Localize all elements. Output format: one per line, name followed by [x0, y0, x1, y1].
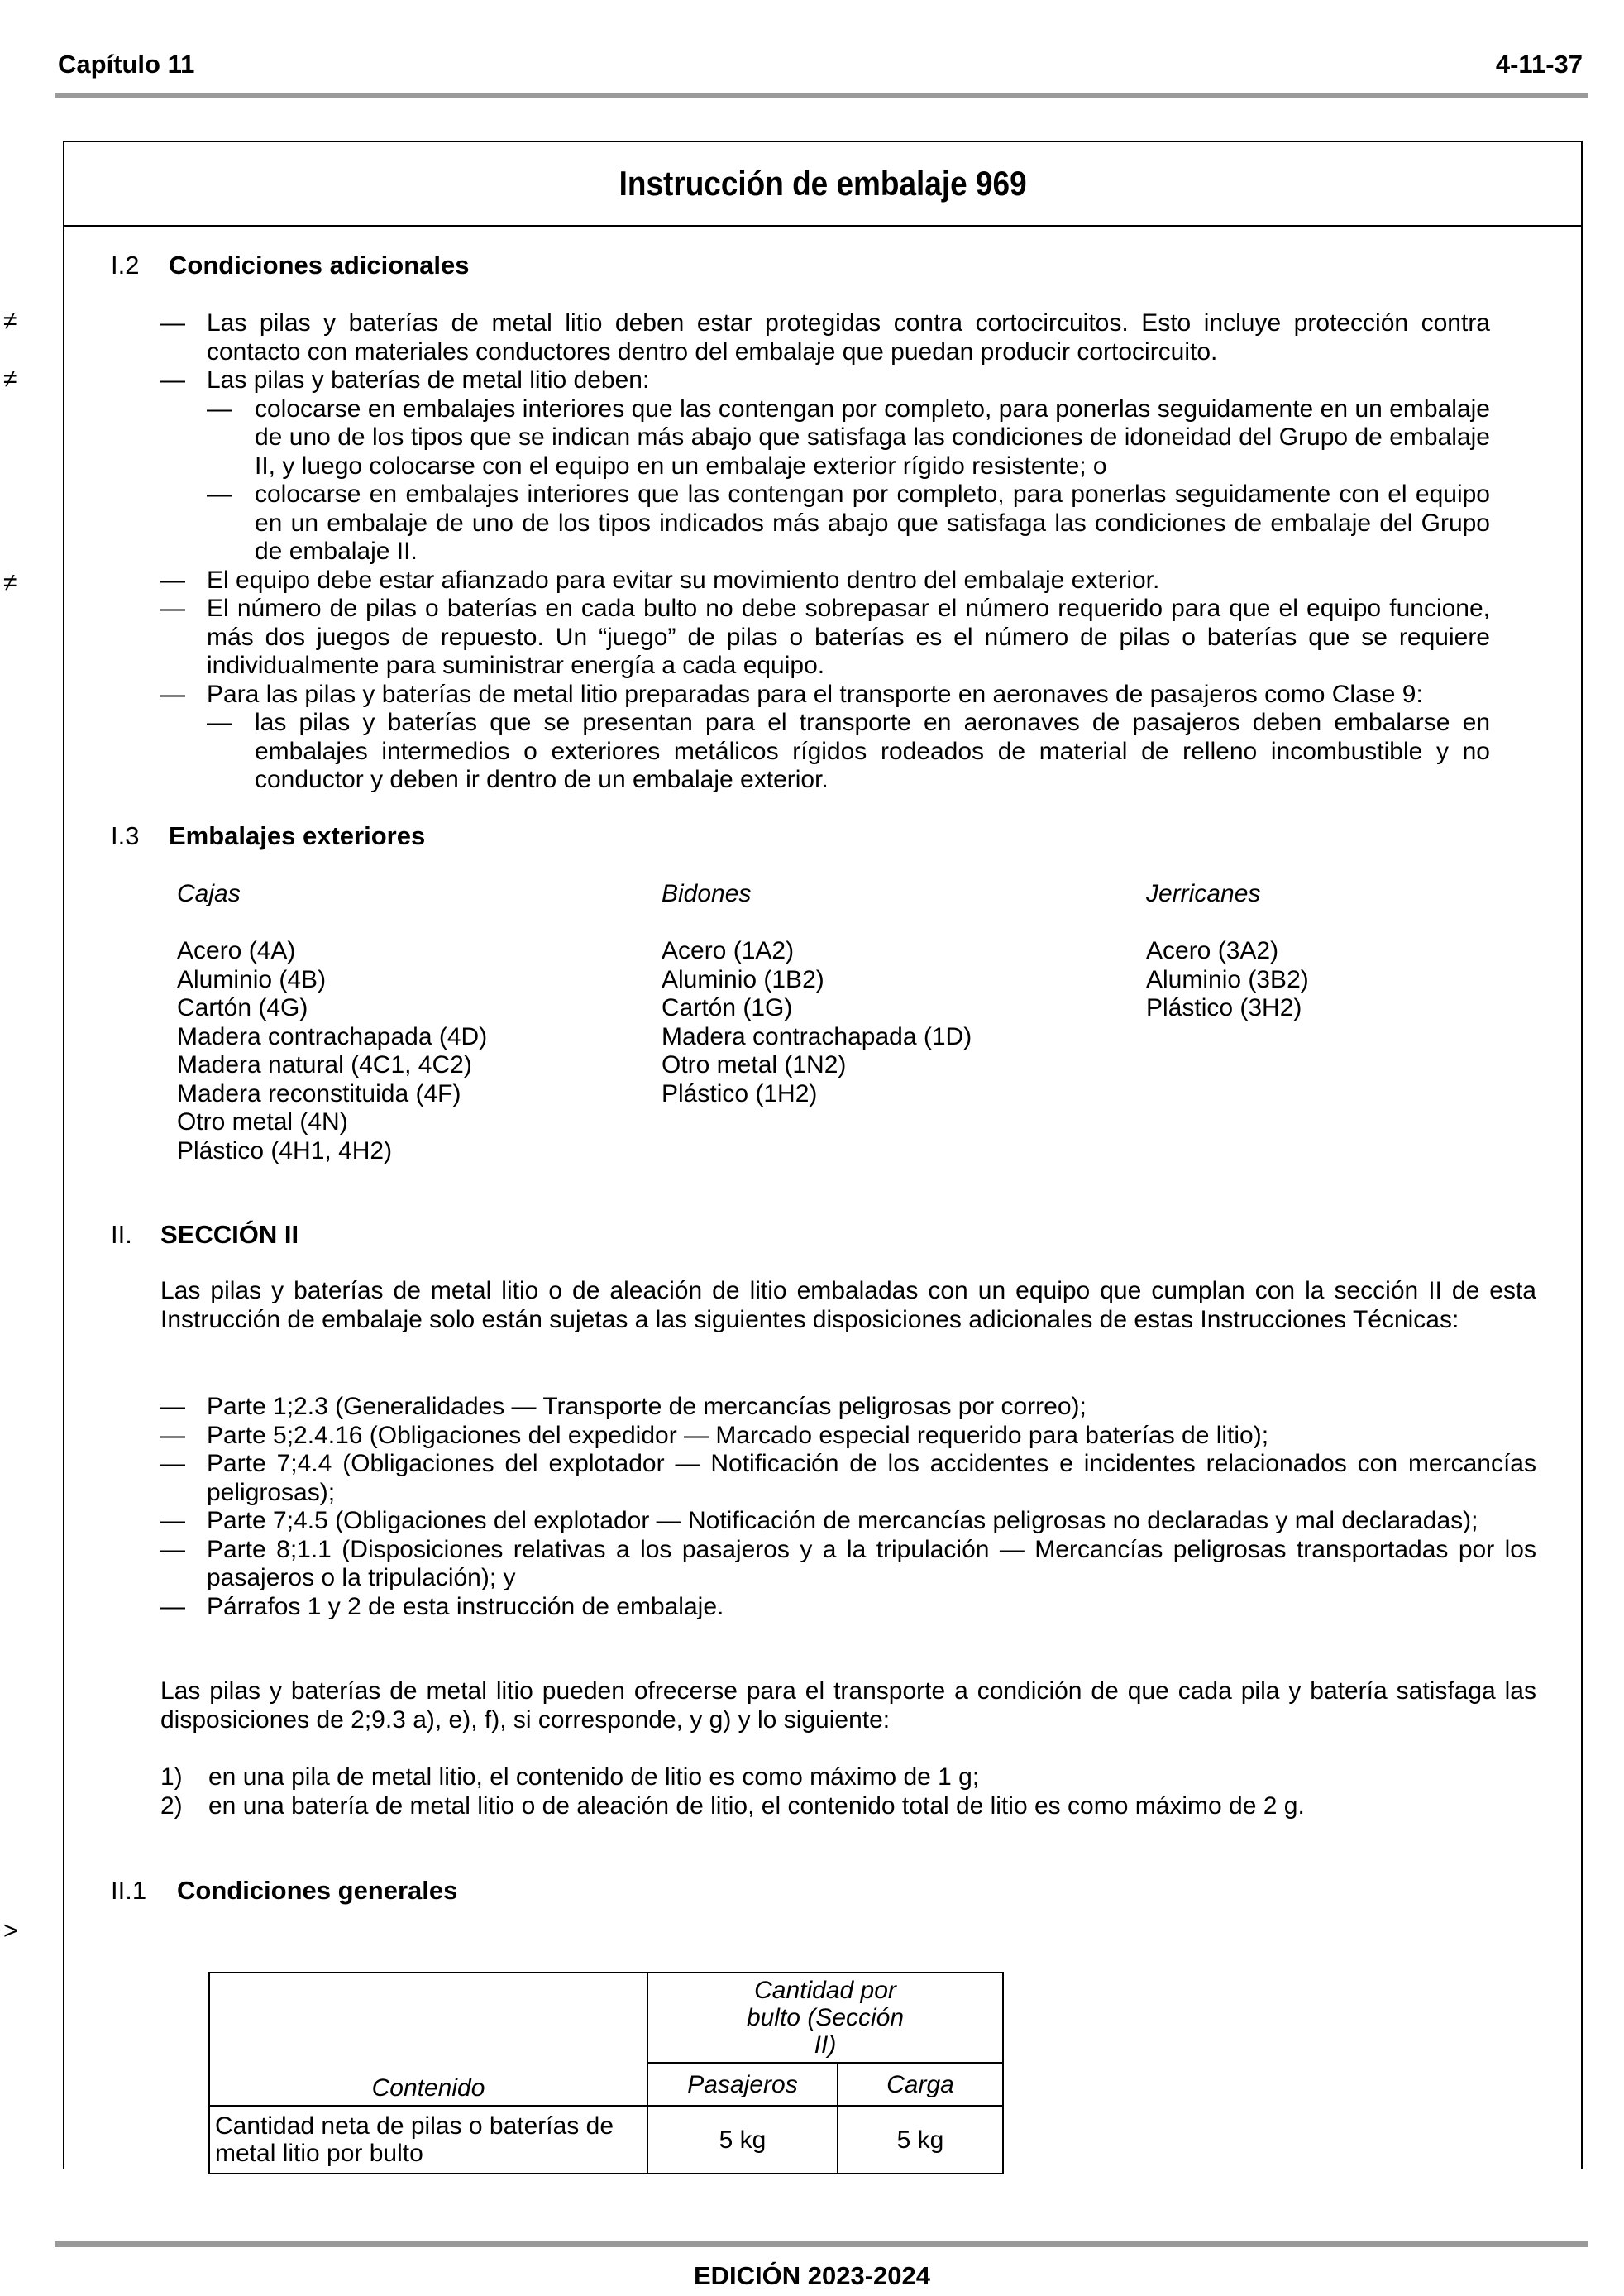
list-item: — Parte 1;2.3 (Generalidades — Transporte de mercancías peligrosas por correo);: [160, 1393, 1536, 1422]
list-item: Plástico (1H2): [662, 1079, 818, 1107]
list-item: Plástico (3H2): [1146, 994, 1302, 1021]
list-item-text: en una pila de metal litio, el contenido de litio es como máximo de 1 g;: [208, 1763, 980, 1791]
list-item: [160, 1763, 1536, 1792]
section-ii-para2: Las pilas y baterías de metal litio pueden ofrecerse para el transporte a condición de que cada pila y batería satisfaga las disposiciones de 2;9.3 a), e), f), si corresponde, y g) y lo siguiente:: [160, 1677, 1536, 1734]
section-ii-intro: Las pilas y baterías de metal litio o de aleación de litio embaladas con un equipo que cumplan con la sección II de esta Instrucción de embalaje solo están sujetas a las siguientes disposiciones adicionales de estas Instrucciones Técnicas:: [160, 1277, 1536, 1333]
list-item: Acero (3A2): [1146, 937, 1279, 964]
footer-rule: [55, 2241, 1588, 2247]
sub-list-item: — las pilas y baterías que se presentan para el transporte en aeronaves de pasajeros deben embalarse en embalajes intermedios o exteriores metálicos rígidos rodeados de material de relleno incombustible y no conductor y deben ir dentro de un embalaje exterior.: [207, 709, 1490, 795]
cell-carga: 5 kg: [838, 2106, 1003, 2174]
column-heading: Cajas: [177, 880, 241, 907]
list-item: Aluminio (3B2): [1146, 965, 1309, 993]
additional-conditions-list: [160, 309, 1490, 795]
margin-mark: ≠: [3, 366, 17, 393]
row-label: [209, 2106, 647, 2174]
column-heading: Bidones: [662, 880, 752, 907]
list-item-text: Las pilas y baterías de metal litio deben:: [207, 366, 650, 394]
list-item-text: Para las pilas y baterías de metal litio preparadas para el transporte en aeronaves de pasajeros como Clase 9:: [207, 680, 1423, 708]
edition-footer: EDICIÓN 2023-2024: [693, 2261, 931, 2290]
list-item: Cartón (1G): [662, 994, 793, 1021]
section-label: SECCIÓN II: [160, 1220, 299, 1249]
column-heading: Jerricanes: [1146, 880, 1261, 907]
column-jerricanes: [1146, 880, 1609, 1023]
list-item: Madera reconstituida (4F): [177, 1079, 461, 1107]
list-item: [160, 1792, 1536, 1821]
sub-list: [207, 395, 1490, 567]
list-item: Aluminio (4B): [177, 965, 327, 993]
margin-mark: ≠: [3, 308, 17, 335]
list-item: Madera natural (4C1, 4C2): [177, 1051, 472, 1079]
section-number: I.3: [111, 821, 140, 850]
list-item: Acero (4A): [177, 937, 296, 964]
section-number: I.2: [111, 251, 140, 280]
section-heading-ii: [111, 1221, 299, 1250]
list-item: — Parte 5;2.4.16 (Obligaciones del expedidor — Marcado especial requerido para baterías de litio);: [160, 1422, 1536, 1451]
provisions-list: [160, 1393, 1536, 1621]
row-label-text: Cantidad neta de pilas o baterías de metal litio por bulto: [215, 2112, 614, 2167]
sub-list-item: — colocarse en embalajes interiores que las contengan por completo, para ponerlas seguidamente en un embalaje de uno de los tipos que se indican más abajo que satisfaga las condiciones de idoneidad del Grupo de embalaje II, y luego colocarse con el equipo en un embalaje exterior rígido resistente; o: [207, 395, 1490, 481]
cell-pasajeros: 5 kg: [647, 2106, 838, 2174]
section-number: II.1: [111, 1876, 147, 1905]
list-number: 1): [160, 1763, 183, 1791]
list-item: — Párrafos 1 y 2 de esta instrucción de embalaje.: [160, 1593, 1536, 1622]
list-item: [160, 567, 1490, 596]
list-item-text: El número de pilas o baterías en cada bulto no debe sobrepasar el número requerido para que el equipo funcione, más dos juegos de repuesto. Un “juego” de pilas o baterías es el número de pilas o baterías que se requiere individualmente para suministrar energía a cada equipo.: [207, 595, 1490, 679]
list-item: Acero (1A2): [662, 937, 795, 964]
list-item: [160, 309, 1490, 366]
list-item-text: Las pilas y baterías de metal litio deben estar protegidas contra cortocircuitos. Esto incluye protección contra contacto con materiales conductores dentro del embalaje que puedan producir cortocircuito.: [207, 309, 1490, 366]
list-item: Otro metal (4N): [177, 1108, 348, 1136]
list-item-text: en una batería de metal litio o de aleación de litio, el contenido total de litio es como máximo de 2 g.: [208, 1791, 1305, 1820]
header-rule: [55, 93, 1588, 98]
margin-mark: >: [3, 1917, 18, 1944]
col-carga-header: Carga: [838, 2063, 1003, 2106]
chapter-header: Capítulo 11: [58, 50, 195, 79]
sub-list: [207, 709, 1490, 795]
list-number: 2): [160, 1791, 183, 1820]
list-item: [160, 366, 1490, 567]
list-item-text: El equipo debe estar afianzado para evitar su movimiento dentro del embalaje exterior.: [207, 566, 1160, 594]
numbered-list: [160, 1763, 1536, 1820]
section-heading-i2: [111, 251, 469, 280]
col-contenido-header: Contenido: [209, 1973, 647, 2106]
section-heading-i3: [111, 822, 425, 851]
list-item: — Parte 7;4.4 (Obligaciones del explotador — Notificación de los accidentes e incidentes relacionados con mercancías peligrosas);: [160, 1450, 1536, 1507]
list-item: [160, 681, 1490, 795]
section-number: II.: [111, 1220, 132, 1249]
list-item: Madera contrachapada (4D): [177, 1022, 488, 1050]
column-cajas: [177, 880, 640, 1165]
list-item: Cartón (4G): [177, 994, 308, 1021]
section-label: Embalajes exteriores: [169, 821, 426, 850]
list-item: — Parte 7;4.5 (Obligaciones del explotador — Notificación de mercancías peligrosas no declaradas y mal declaradas);: [160, 1507, 1536, 1536]
group-header: [647, 1973, 1003, 2063]
title-box: [64, 142, 1581, 227]
list-item: [160, 595, 1490, 681]
list-item: Plástico (4H1, 4H2): [177, 1136, 393, 1165]
list-item: — Parte 8;1.1 (Disposiciones relativas a los pasajeros y a la tripulación — Mercancías peligrosas transportadas por los pasajeros o la tripulación); y: [160, 1536, 1536, 1593]
page-number: 4-11-37: [1495, 50, 1583, 79]
section-heading-ii1: [111, 1877, 457, 1906]
list-item: Madera contrachapada (1D): [662, 1022, 972, 1050]
col-pasajeros-header: Pasajeros: [647, 2063, 838, 2106]
group-header-text: Cantidad por bulto (Sección II): [746, 1977, 905, 2059]
section-label: Condiciones generales: [177, 1876, 458, 1905]
list-item: Otro metal (1N2): [662, 1051, 847, 1079]
instruction-title: Instrucción de embalaje 969: [619, 164, 1027, 203]
section-label: Condiciones adicionales: [169, 251, 470, 280]
quantity-table: [208, 1972, 1004, 2174]
list-item: Aluminio (1B2): [662, 965, 824, 993]
instruction-frame: [63, 141, 1583, 2169]
column-bidones: [662, 880, 1125, 1108]
sub-list-item: — colocarse en embalajes interiores que las contengan por completo, para ponerlas seguidamente con el equipo en un embalaje de uno de los tipos indicados más abajo que satisfaga las condiciones de embalaje del Grupo de embalaje II.: [207, 481, 1490, 567]
margin-mark: ≠: [3, 569, 17, 596]
